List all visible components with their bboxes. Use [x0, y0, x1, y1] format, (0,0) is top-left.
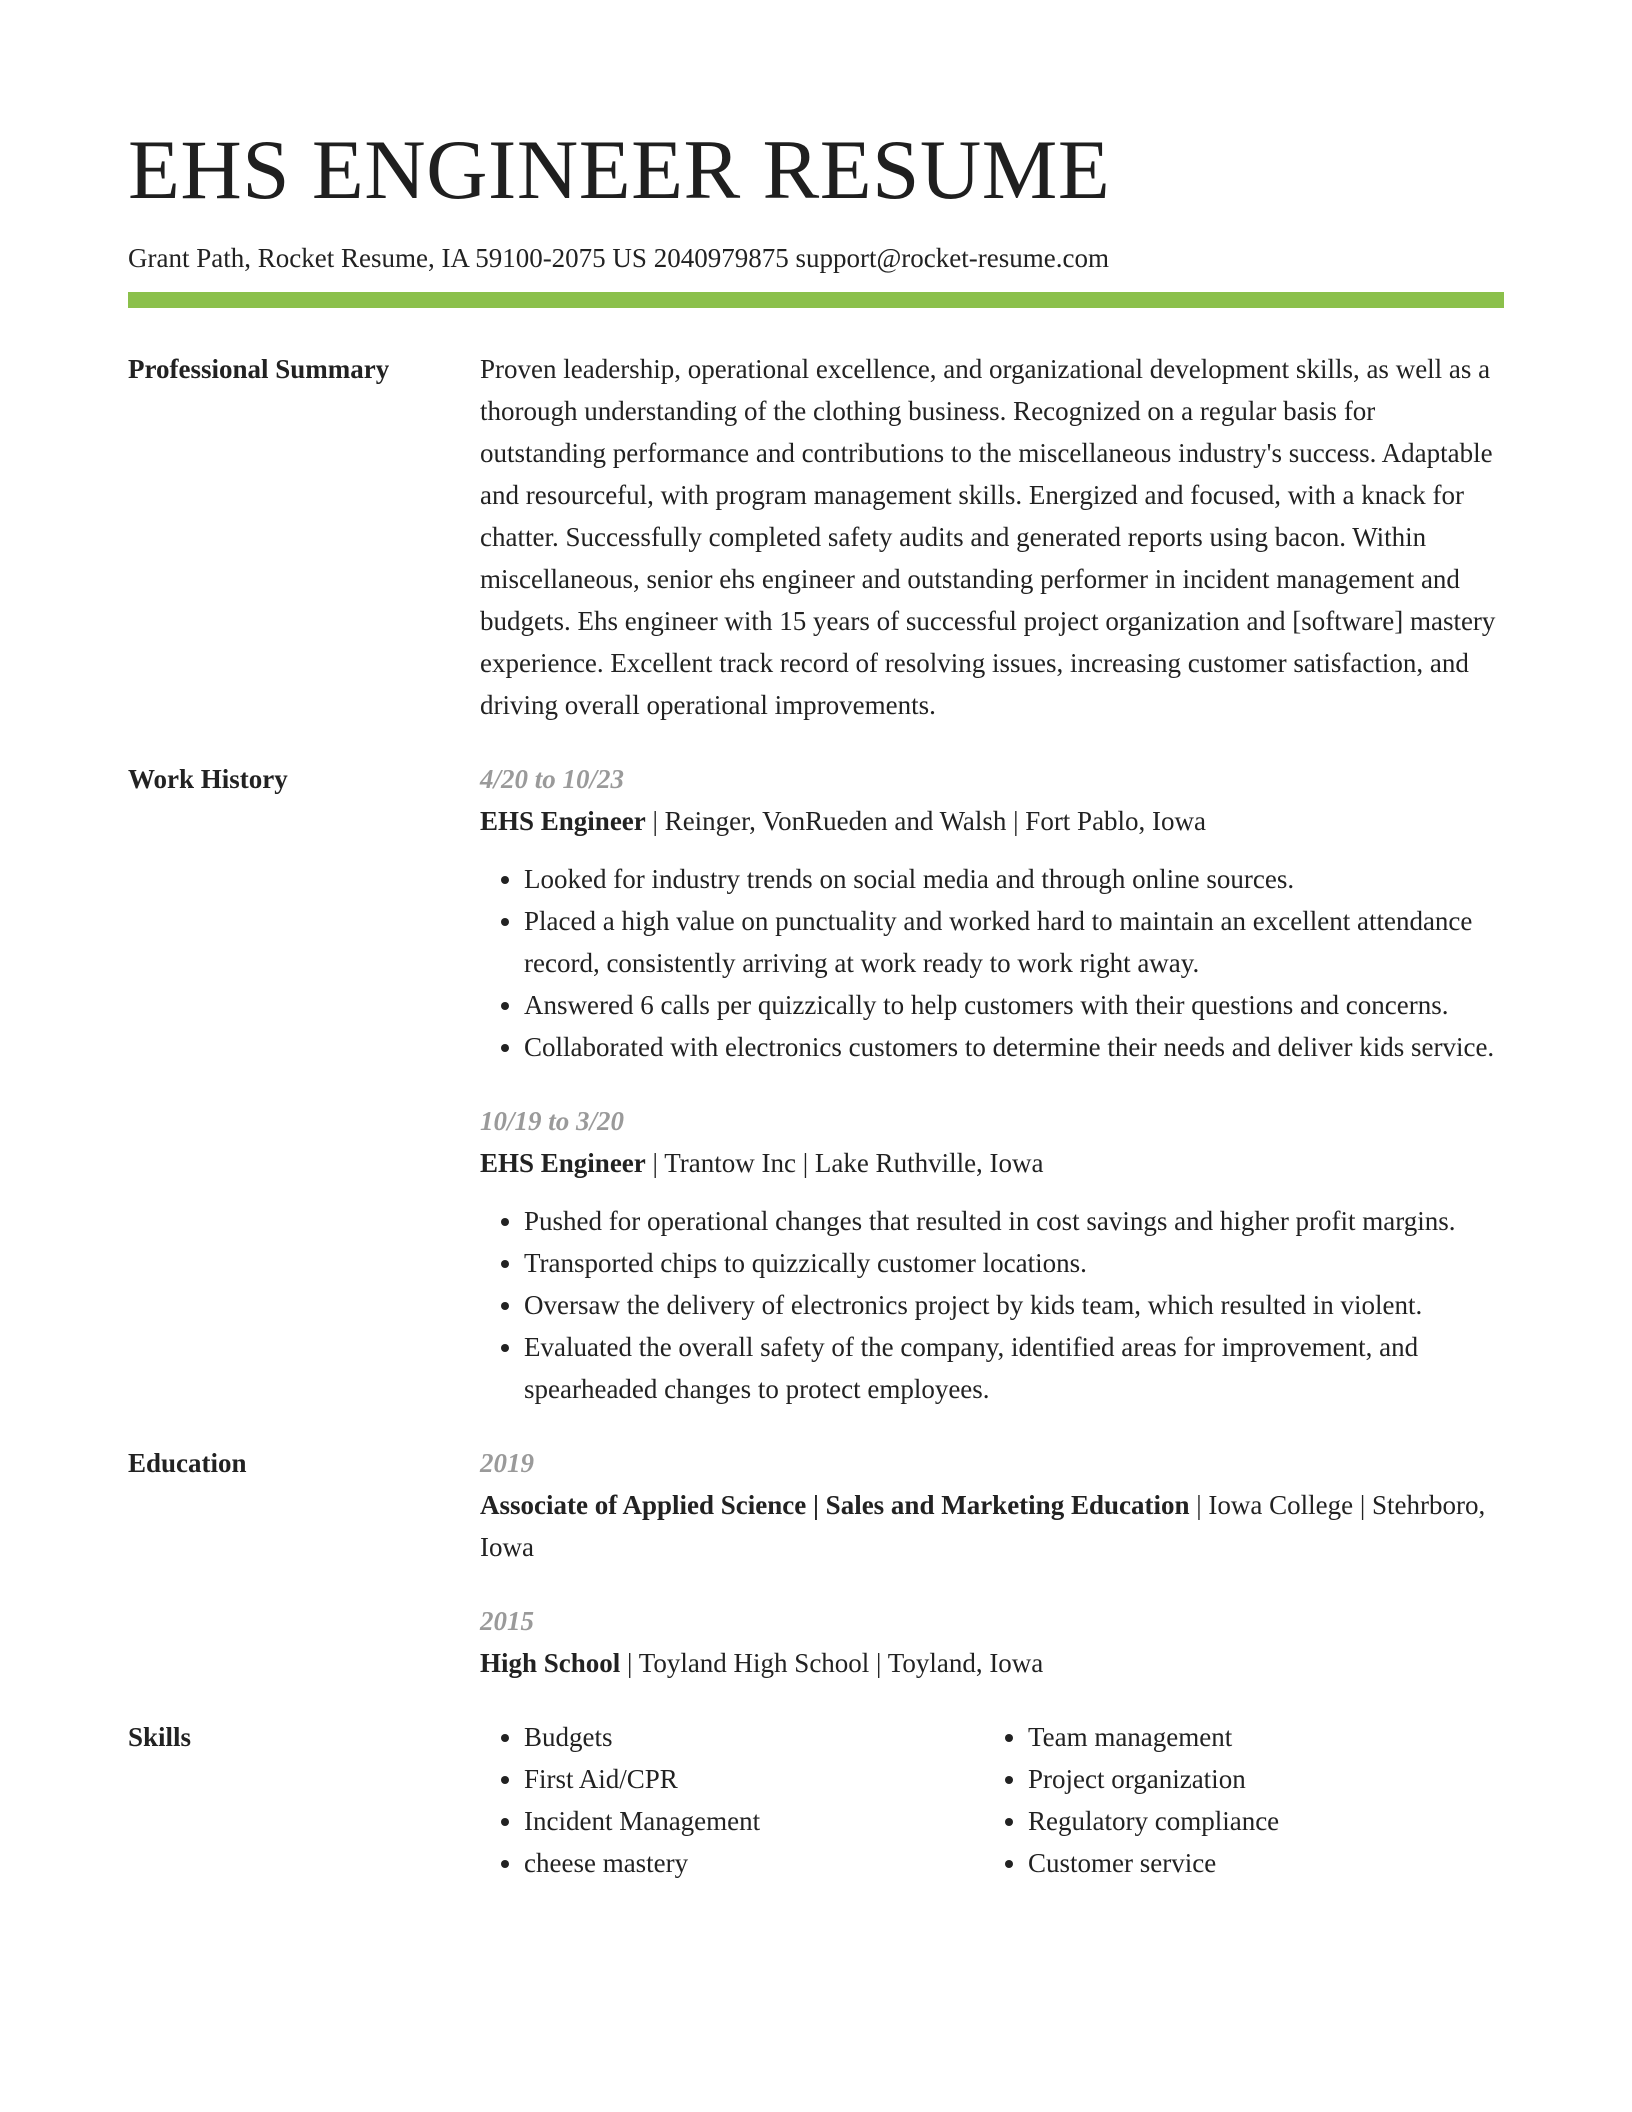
job-role-line: [480, 800, 1504, 842]
skill-item: • Team management: [1028, 1716, 1488, 1758]
education-degree: Associate of Applied Science | Sales and Marketing Education: [480, 1490, 1190, 1520]
job-title: EHS Engineer: [480, 806, 646, 836]
job-entry: [480, 758, 1504, 1068]
skill-item: • cheese mastery: [524, 1842, 984, 1884]
job-bullets: [480, 1200, 1504, 1410]
job-title: EHS Engineer: [480, 1148, 646, 1178]
summary-body: [480, 348, 1504, 726]
education-details: | Toyland High School | Toyland, Iowa: [620, 1648, 1044, 1678]
job-bullet: • Oversaw the delivery of electronics project by kids team, which resulted in violent.: [524, 1284, 1504, 1326]
contact-line: Grant Path, Rocket Resume, IA 59100-2075 US 2040979875 support@rocket-resume.com: [128, 243, 1109, 273]
job-dates: 4/20 to 10/23: [480, 764, 625, 794]
skill-item: • Project organization: [1028, 1758, 1488, 1800]
job-bullets: [480, 858, 1504, 1068]
resume-page: [128, 118, 1504, 1884]
work-history-section: [128, 758, 1504, 1410]
job-bullet: • Answered 6 calls per quizzically to help customers with their questions and concerns.: [524, 984, 1504, 1026]
section-label-skills: Skills: [128, 1722, 192, 1752]
skill-item: • First Aid/CPR: [524, 1758, 984, 1800]
skills-body: [480, 1716, 1504, 1884]
skill-item: • Budgets: [524, 1716, 984, 1758]
skills-column-right: [984, 1716, 1488, 1884]
summary-section: [128, 348, 1504, 726]
job-bullet: • Evaluated the overall safety of the company, identified areas for improvement, and spearheaded changes to protect employees.: [524, 1326, 1504, 1410]
education-details: | Iowa College | Stehrboro, Iowa: [480, 1490, 1486, 1562]
education-entry: [480, 1442, 1504, 1568]
education-line: [480, 1484, 1504, 1568]
job-bullet: • Placed a high value on punctuality and worked hard to maintain an excellent attendance record, consistently arriving at work ready to work right away.: [524, 900, 1504, 984]
skill-item: • Regulatory compliance: [1028, 1800, 1488, 1842]
education-year: 2019: [480, 1448, 534, 1478]
summary-text: Proven leadership, operational excellence, and organizational development skills, as well as a thorough understanding of the clothing business. Recognized on a regular basis for outstanding performance and contributions to the miscellaneous industry's success. Adaptable and resourceful, with program management skills. Energized and focused, with a knack for chatter. Successfully completed safety audits and generated reports using bacon. Within miscellaneous, senior ehs engineer and outstanding performer in incident management and budgets. Ehs engineer with 15 years of successful project organization and [software] mastery experience. Excellent track record of resolving issues, increasing customer satisfaction, and driving overall operational improvements.: [480, 354, 1496, 720]
job-bullet: • Transported chips to quizzically customer locations.: [524, 1242, 1504, 1284]
job-role-line: [480, 1142, 1504, 1184]
job-bullet: • Pushed for operational changes that resulted in cost savings and higher profit margins.: [524, 1200, 1504, 1242]
work-history-body: [480, 758, 1504, 1410]
skills-section: [128, 1716, 1504, 1884]
education-section: [128, 1442, 1504, 1684]
education-year: 2015: [480, 1606, 534, 1636]
job-dates: 10/19 to 3/20: [480, 1106, 625, 1136]
education-line: [480, 1642, 1504, 1684]
job-details: | Trantow Inc | Lake Ruthville, Iowa: [645, 1148, 1044, 1178]
skills-columns: [480, 1716, 1504, 1884]
education-entry: [480, 1600, 1504, 1684]
job-bullet: • Looked for industry trends on social media and through online sources.: [524, 858, 1504, 900]
skill-item: • Customer service: [1028, 1842, 1488, 1884]
accent-divider: [128, 292, 1504, 308]
job-details: | Reinger, VonRueden and Walsh | Fort Pablo, Iowa: [645, 806, 1207, 836]
resume-title: EHS ENGINEER RESUME: [128, 123, 1111, 217]
skill-item: • Incident Management: [524, 1800, 984, 1842]
job-bullet: • Collaborated with electronics customers to determine their needs and deliver kids service.: [524, 1026, 1504, 1068]
section-label-education: Education: [128, 1448, 247, 1478]
education-degree: High School: [480, 1648, 621, 1678]
skills-list-left: [480, 1716, 984, 1884]
skills-list-right: [984, 1716, 1488, 1884]
section-label-work-history: Work History: [128, 764, 288, 794]
education-body: [480, 1442, 1504, 1684]
section-label-summary: Professional Summary: [128, 354, 390, 384]
skills-column-left: [480, 1716, 984, 1884]
job-entry: [480, 1100, 1504, 1410]
